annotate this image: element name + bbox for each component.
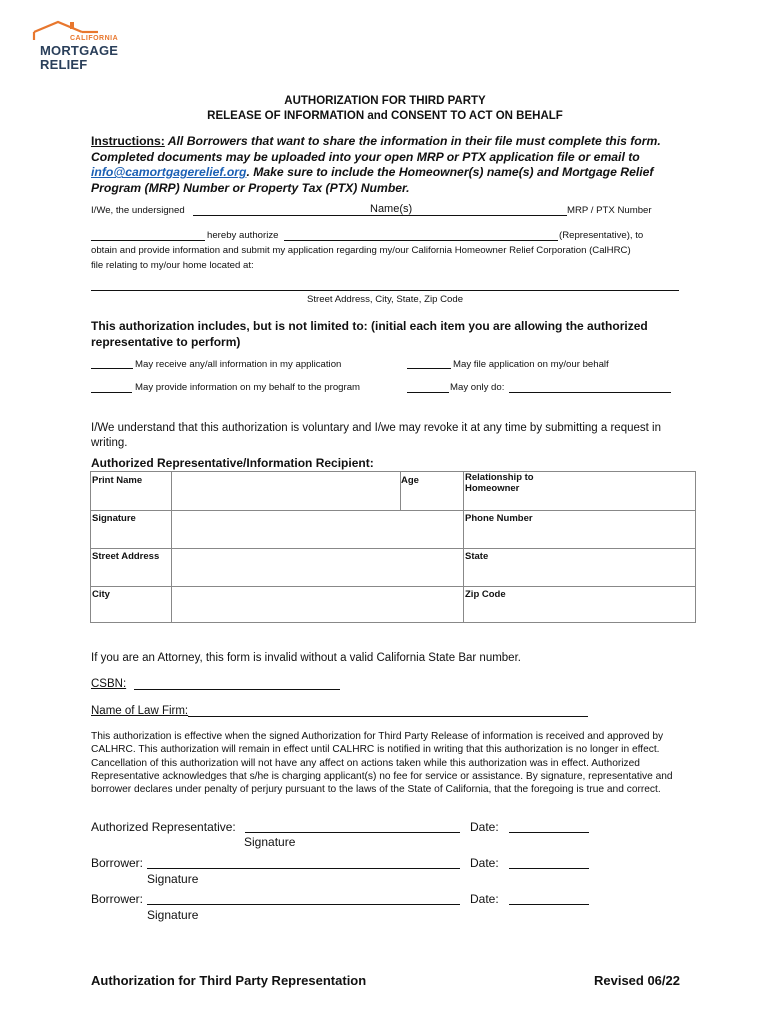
borrower-1-date-label: Date:	[470, 856, 499, 870]
instructions-label: Instructions:	[91, 134, 165, 148]
instructions-text-1: All Borrowers that want to share the information in their file must complete this form. Completed documents may be uploaded into your open MRP or PTX application file or email to	[91, 134, 661, 164]
footer-title: Authorization for Third Party Representation	[91, 973, 367, 988]
scope-item-provide: May provide information on my behalf to the program	[135, 382, 361, 393]
state-label: State	[465, 551, 489, 562]
city-label: City	[92, 589, 110, 600]
logo-relief: RELIEF	[40, 57, 88, 72]
scope-item-receive: May receive any/all information in my application	[135, 359, 342, 370]
initial-line-provide[interactable]	[91, 381, 132, 393]
borrower-2-sig-caption: Signature	[147, 908, 199, 922]
initial-line-receive[interactable]	[91, 357, 133, 369]
scope-item-file: May file application on my/our behalf	[453, 359, 609, 370]
representative-caption: (Representative), to	[559, 230, 644, 241]
logo-state: CALIFORNIA	[70, 35, 119, 42]
address-line[interactable]	[91, 278, 679, 291]
signature-label: Signature	[92, 513, 136, 524]
only-do-line[interactable]	[509, 381, 671, 393]
borrower-2-label: Borrower:	[91, 892, 144, 906]
authorizer-line[interactable]	[91, 229, 205, 241]
logo-mortgage: MORTGAGE	[40, 43, 119, 58]
borrower-2-date-label: Date:	[470, 892, 499, 906]
rep-table-heading: Authorized Representative/Information Recipient:	[91, 456, 374, 470]
csbn-label: CSBN:	[91, 678, 127, 690]
street-label: Street Address	[92, 551, 160, 562]
representative-line[interactable]	[284, 229, 558, 241]
instructions-text-2: . Make sure to include the Homeowner(s) name(s) and Mortgage Relief Program (MRP) Number or Property Tax (PTX) Number.	[91, 165, 654, 195]
file-text: file relating to my/our home located at:	[91, 260, 254, 271]
signature-field[interactable]	[172, 511, 462, 548]
email-link[interactable]: info@camortgagerelief.org	[91, 165, 247, 179]
initial-line-file[interactable]	[407, 357, 451, 369]
auth-rep-date-label: Date:	[470, 820, 499, 834]
auth-rep-sig-caption: Signature	[244, 835, 296, 849]
phone-label: Phone Number	[465, 513, 533, 524]
instructions	[91, 134, 691, 196]
undersigned-label: I/We, the undersigned	[91, 205, 185, 216]
mrp-ptx-caption: MRP / PTX Number	[567, 205, 652, 216]
borrower-1-sig-caption: Signature	[147, 872, 199, 886]
voluntary-text: I/We understand that this authorization is voluntary and I/we may revoke it at any time by submitting a request in writing.	[91, 422, 661, 449]
borrower-2-sig-line[interactable]	[147, 892, 460, 905]
borrower-2-date-line[interactable]	[509, 892, 589, 905]
address-caption: Street Address, City, State, Zip Code	[306, 294, 464, 305]
footer-revision: Revised 06/22	[593, 973, 680, 988]
hereby-label: hereby authorize	[207, 230, 279, 241]
law-firm-line[interactable]	[188, 704, 588, 717]
street-field[interactable]	[172, 549, 462, 586]
title-line-1: AUTHORIZATION FOR THIRD PARTY	[284, 95, 486, 107]
law-firm-label: Name of Law Firm:	[91, 705, 189, 717]
borrower-1-date-line[interactable]	[509, 856, 589, 869]
age-label: Age	[401, 475, 419, 486]
rep-table	[90, 471, 696, 623]
auth-rep-label: Authorized Representative:	[91, 820, 236, 834]
borrower-1-label: Borrower:	[91, 856, 144, 870]
print-name-label: Print Name	[92, 475, 143, 486]
auth-rep-date-line[interactable]	[509, 820, 589, 833]
csbn-line[interactable]	[134, 677, 340, 690]
auth-rep-sig-line[interactable]	[245, 820, 460, 833]
initial-line-only[interactable]	[407, 381, 449, 393]
scope-heading: This authorization includes, but is not limited to: (initial each item you are allowing the authorized representative to perform)	[91, 319, 648, 349]
borrower-1-sig-line[interactable]	[147, 856, 460, 869]
city-field[interactable]	[172, 587, 462, 623]
obtain-text: obtain and provide information and submit my application regarding my/our California Homeowner Relief Corporation (CalHRC)	[91, 245, 631, 256]
attorney-note: If you are an Attorney, this form is invalid without a valid California State Bar number.	[91, 652, 521, 664]
print-name-field[interactable]	[172, 472, 399, 510]
title-line-2: RELEASE OF INFORMATION and CONSENT TO ACT ON BEHALF	[207, 110, 563, 122]
zip-label: Zip Code	[465, 589, 506, 600]
names-caption: Name(s)	[370, 203, 413, 215]
relationship-label: Relationship to Homeowner	[465, 472, 534, 494]
legal-text: This authorization is effective when the signed Authorization for Third Party Release of information is received and approved by CALHRC. This authorization will remain in effect until CALHRC is notified in writing that this authorization is no longer in effect. Cancellation of this authorization will not have any affect on actions taken while this authorization was in effect. Authorized Representative acknowledges that s/he is charging applicant(s) no fee for service or assistance. By signature, representative and borrower declares under penalty of perjury pursuant to the laws of the State of California, that the foregoing is true and correct.	[91, 731, 673, 796]
scope-item-only: May only do:	[450, 382, 505, 393]
